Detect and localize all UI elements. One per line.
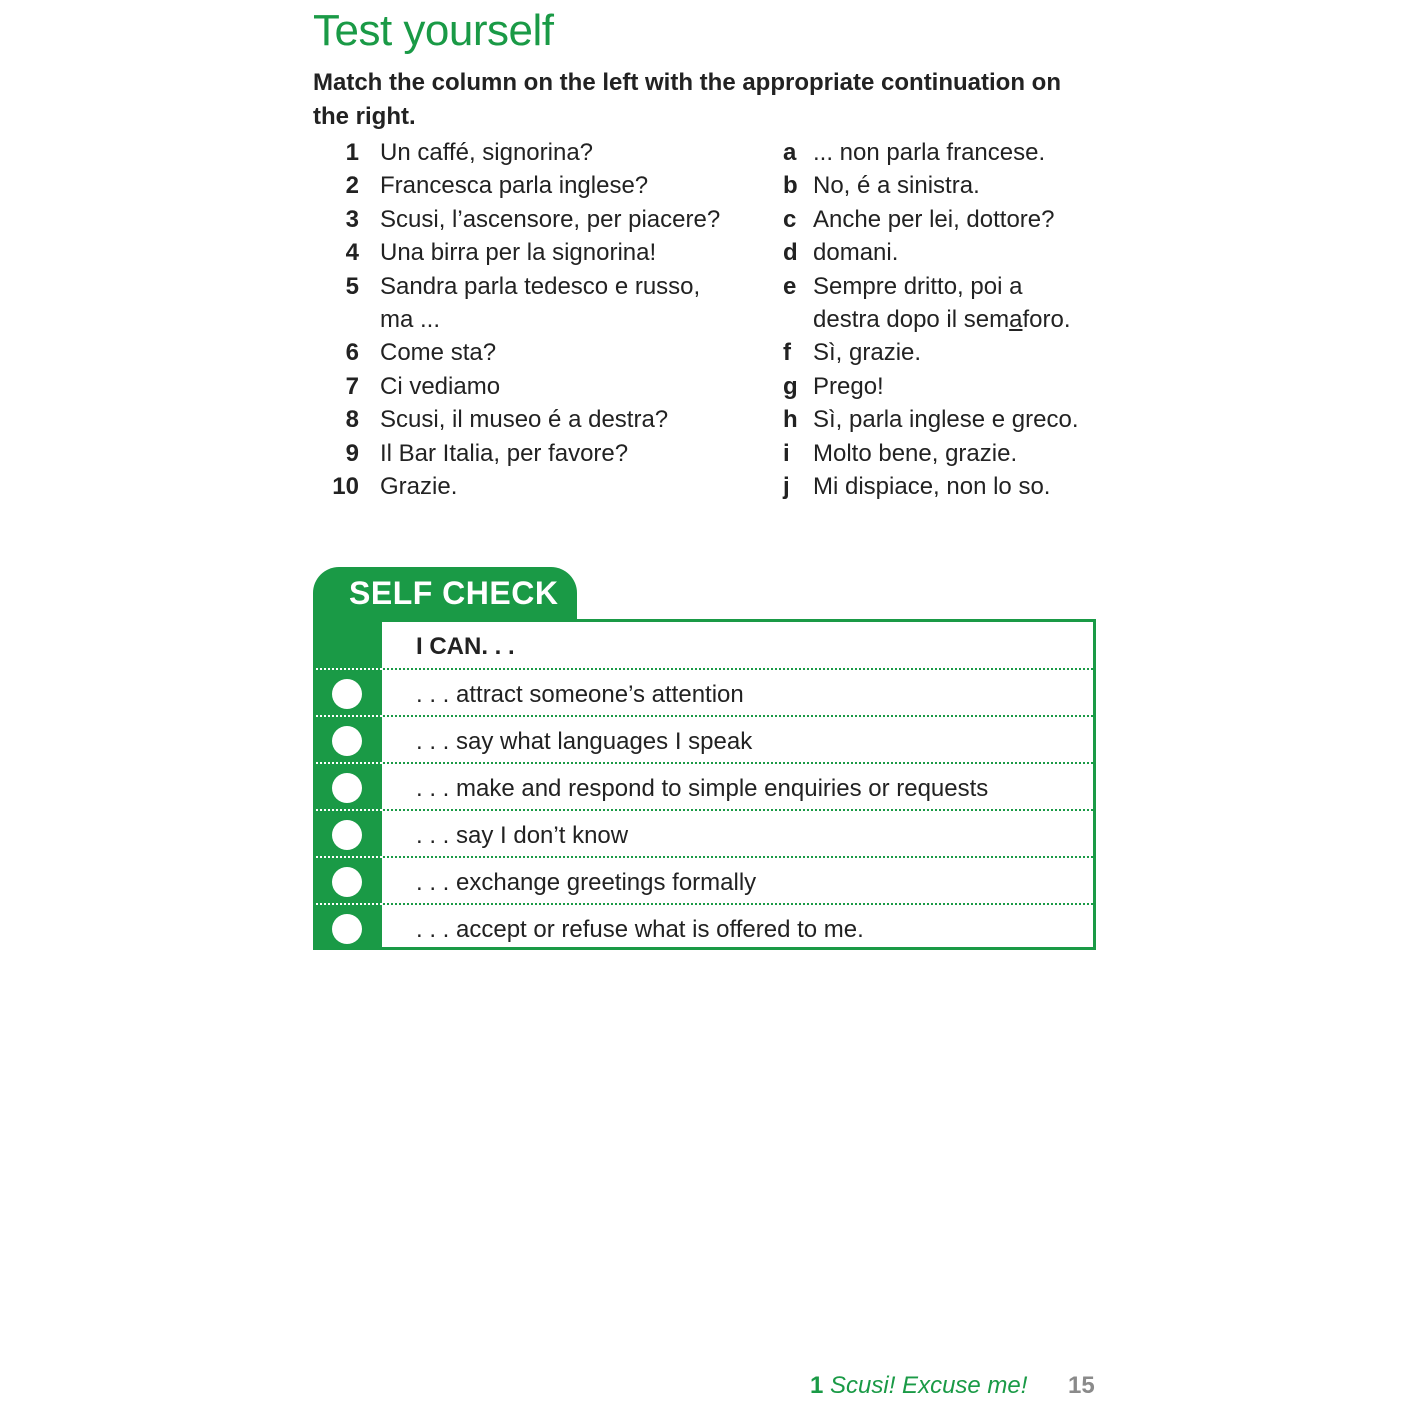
- item-text: No, é a sinistra.: [813, 172, 980, 200]
- item-text: Il Bar Italia, per favore?: [380, 439, 629, 467]
- item-text: Prego!: [813, 372, 884, 400]
- self-check-row: [316, 858, 1093, 905]
- self-check-side-cell: [316, 622, 382, 670]
- item-letter: h: [783, 406, 798, 434]
- item-text: Sì, grazie.: [813, 339, 922, 367]
- self-check-tab: [313, 567, 577, 621]
- self-check-row: [316, 717, 1093, 764]
- item-text: Mi dispiace, non lo so.: [813, 473, 1051, 500]
- self-check-circle[interactable]: [332, 820, 362, 850]
- exercise-instructions: Match the column on the left with the appropriate continuation on the right.: [313, 69, 1061, 130]
- item-letter: d: [783, 239, 798, 267]
- item-text: Anche per lei, dottore?: [813, 205, 1055, 233]
- i-can-heading: I CAN. . .: [416, 633, 515, 660]
- item-number: 9: [345, 439, 359, 467]
- item-letter: f: [783, 339, 791, 367]
- self-check-item-text: . . . attract someone’s attention: [416, 681, 744, 708]
- item-letter: j: [783, 473, 790, 500]
- item-text: Sì, parla inglese e greco.: [813, 406, 1079, 434]
- item-number: 7: [345, 372, 359, 400]
- item-number: 1: [345, 139, 359, 166]
- footer-chapter: [810, 1372, 1027, 1400]
- self-check-title: SELF CHECK: [349, 575, 559, 611]
- item-number: 8: [345, 406, 359, 434]
- self-check-circle[interactable]: [332, 773, 362, 803]
- item-text: Ci vediamo: [380, 372, 501, 400]
- self-check-item-text: . . . accept or refuse what is offered to me.: [416, 916, 864, 943]
- self-check-circle[interactable]: [332, 679, 362, 709]
- self-check-header-row: [316, 622, 1093, 670]
- item-text: destra dopo il semaforo.: [813, 305, 1071, 333]
- chapter-number: 1: [810, 1372, 824, 1399]
- self-check-circle[interactable]: [332, 726, 362, 756]
- self-check-row: [316, 905, 1093, 952]
- page-title: Test yourself: [313, 6, 554, 55]
- self-check-row: [316, 811, 1093, 858]
- item-number: 4: [345, 239, 359, 267]
- item-letter: e: [783, 272, 797, 300]
- self-check-circle[interactable]: [332, 867, 362, 897]
- item-number: 6: [345, 339, 359, 367]
- self-check-item-text: . . . say what languages I speak: [416, 728, 753, 755]
- item-text: ... non parla francese.: [813, 139, 1046, 166]
- item-number: 5: [345, 272, 359, 300]
- item-letter: i: [783, 439, 790, 467]
- item-text: Sempre dritto, poi a: [813, 272, 1023, 300]
- page-number: 15: [1068, 1372, 1095, 1399]
- item-letter: c: [783, 205, 797, 233]
- self-check-circle[interactable]: [332, 914, 362, 944]
- item-text: Molto bene, grazie.: [813, 439, 1018, 467]
- item-text: Grazie.: [380, 473, 458, 500]
- item-letter: g: [783, 372, 798, 400]
- item-number: 10: [332, 473, 359, 500]
- item-text: Una birra per la signorina!: [380, 239, 657, 267]
- item-text: Scusi, l’ascensore, per piacere?: [380, 205, 721, 233]
- self-check-item-text: . . . say I don’t know: [416, 822, 629, 849]
- item-text: Francesca parla inglese?: [380, 172, 649, 200]
- item-number: 3: [345, 205, 359, 233]
- item-letter: a: [783, 139, 797, 166]
- self-check-item-text: . . . make and respond to simple enquiries or requests: [416, 775, 989, 802]
- item-text: Scusi, il museo é a destra?: [380, 406, 669, 434]
- chapter-title: Scusi! Excuse me!: [830, 1372, 1028, 1399]
- self-check-table: [313, 619, 1096, 950]
- item-text: Un caffé, signorina?: [380, 139, 594, 166]
- item-number: 2: [345, 172, 359, 200]
- item-text: ma ...: [380, 305, 441, 333]
- item-text: domani.: [813, 239, 899, 267]
- self-check-row: [316, 670, 1093, 717]
- item-letter: b: [783, 172, 798, 200]
- item-text: Come sta?: [380, 339, 497, 367]
- self-check-row: [316, 764, 1093, 811]
- self-check-item-text: . . . exchange greetings formally: [416, 869, 757, 896]
- item-text: Sandra parla tedesco e russo,: [380, 272, 701, 300]
